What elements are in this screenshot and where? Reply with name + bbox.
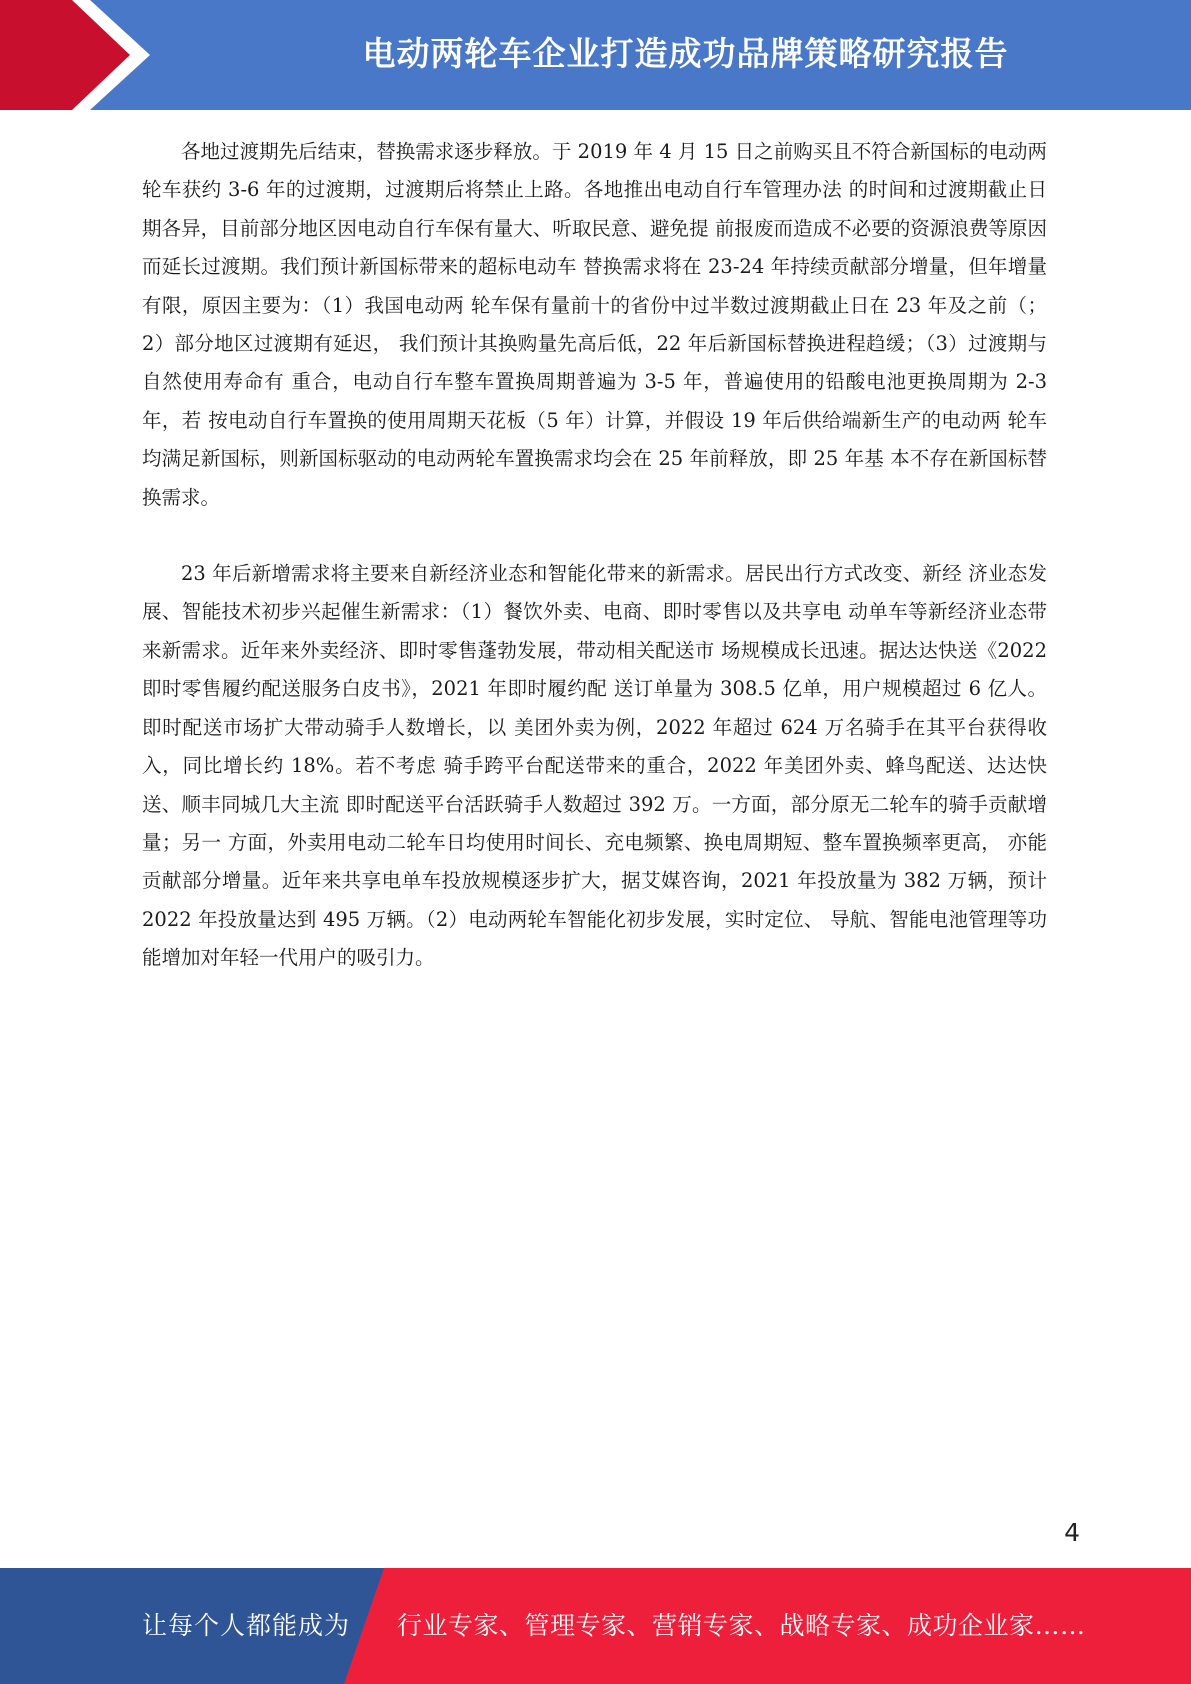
page-header bbox=[0, 0, 1191, 110]
report-body bbox=[142, 133, 1047, 978]
footer-slogan-right: 行业专家、管理专家、营销专家、战略专家、成功企业家…… bbox=[397, 1611, 1086, 1640]
paragraph-new-demand: 23 年后新增需求将主要来自新经济业态和智能化带来的新需求。居民出行方式改变、新经 济业态发展、智能技术初步兴起催生新需求：（1）餐饮外卖、电商、即时零售以及共享电 动单车等新经济业态带来新需求。近年来外卖经济、即时零售蓬勃发展，带动相关配送市 场规模成长迅速。据达达快送《2022 即时零售履约配送服务白皮书》，2021 年即时履约配 送订单量为 308.5 亿单，用户规模超过 6 亿人。即时配送市场扩大带动骑手人数增长，以 美团外卖为例，2022 年超过 624 万名骑手在其平台获得收入，同比增长约 18%。若不考虑 骑手跨平台配送带来的重合，2022 年美团外卖、蜂鸟配送、达达快送、顺丰同城几大主流 即时配送平台活跃骑手人数超过 392 万。一方面，部分原无二轮车的骑手贡献增量；另一 方面，外卖用电动二轮车日均使用时间长、充电频繁、换电周期短、整车置换频率更高， 亦能贡献部分增量。近年来共享电单车投放规模逐步扩大，据艾媒咨询，2021 年投放量为 382 万辆，预计 2022 年投放量达到 495 万辆。（2）电动两轮车智能化初步发展，实时定位、 导航、智能电池管理等功能增加对年轻一代用户的吸引力。 bbox=[142, 562, 1047, 970]
report-title: 电动两轮车企业打造成功品牌策略研究报告 bbox=[362, 34, 1009, 73]
page-footer bbox=[0, 1568, 1191, 1684]
paragraph-replacement-demand: 各地过渡期先后结束，替换需求逐步释放。于 2019 年 4 月 15 日之前购买且不符合新国标的电动两轮车获约 3-6 年的过渡期，过渡期后将禁止上路。各地推出电动自行车管理办法 的时间和过渡期截止日期各异，目前部分地区因电动自行车保有量大、听取民意、避免提 前报废而造成不必要的资源浪费等原因而延长过渡期。我们预计新国标带来的超标电动车 替换需求将在 23-24 年持续贡献部分增量，但年增量有限，原因主要为：（1）我国电动两 轮车保有量前十的省份中过半数过渡期截止日在 23 年及之前（；2）部分地区过渡期有延迟， 我们预计其换购量先高后低，22 年后新国标替换进程趋缓；（3）过渡期与自然使用寿命有 重合，电动自行车整车置换周期普遍为 3-5 年，普遍使用的铅酸电池更换周期为 2-3 年，若 按电动自行车置换的使用周期天花板（5 年）计算，并假设 19 年后供给端新生产的电动两 轮车均满足新国标，则新国标驱动的电动两轮车置换需求均会在 25 年前释放，即 25 年基 本不存在新国标替换需求。 bbox=[142, 140, 1047, 509]
footer-slogan-left: 让每个人都能成为 bbox=[142, 1611, 351, 1640]
page-number: 4 bbox=[1064, 1518, 1080, 1547]
